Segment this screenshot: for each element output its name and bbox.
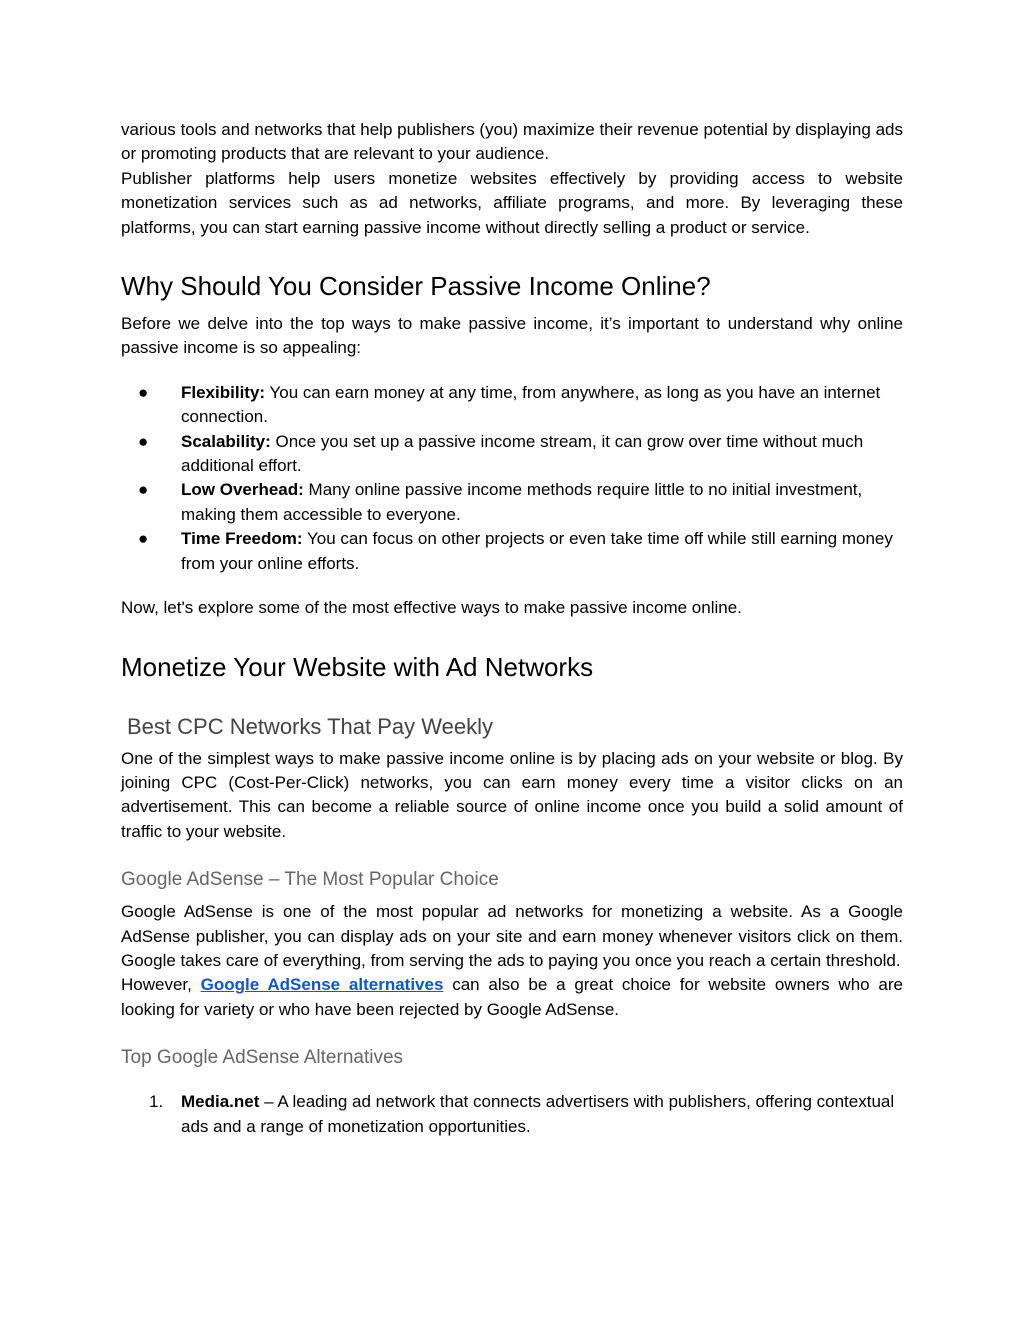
list-item-text: – A leading ad network that connects advertisers with publishers, offering contextual ads and a range of monetization opportunities.	[181, 1092, 895, 1136]
list-item-term: Media.net	[181, 1092, 260, 1112]
bullet-marker: ●	[138, 382, 149, 402]
bullet-marker: ●	[138, 480, 149, 500]
list-item	[121, 527, 903, 576]
heading-monetize-website: Monetize Your Website with Ad Networks	[121, 651, 594, 682]
adsense-alt-prefix: However,	[121, 975, 201, 995]
alternatives-list	[121, 1090, 903, 1139]
benefits-list	[121, 381, 903, 576]
list-item-term: Scalability:	[181, 431, 271, 451]
bullet-marker: ●	[138, 529, 149, 549]
intro-paragraph-1: various tools and networks that help publishers (you) maximize their revenue potential by displaying ads or promoting products that are relevant to your audience.	[121, 120, 903, 164]
list-item	[121, 381, 903, 430]
bullet-marker: ●	[138, 431, 149, 451]
adsense-alt-suffix: can also be a great choice for website owners who are looking for variety or who have been rejected by Google AdSense.	[121, 975, 903, 1019]
list-item-term: Low Overhead:	[181, 480, 304, 500]
why-lead-paragraph: Before we delve into the top ways to make passive income, it’s important to understand why online passive income is so appealing:	[121, 314, 903, 358]
list-item	[121, 430, 903, 479]
cpc-paragraph: One of the simplest ways to make passive income online is by placing ads on your website or blog. By joining CPC (Cost-Per-Click) networks, you can earn money every time a visitor clicks on an advertisement. This can become a reliable source of online income once you build a solid amount of traffic to your website.	[121, 748, 903, 841]
google-adsense-alternatives-link[interactable]: Google AdSense alternatives	[200, 975, 444, 995]
list-item-text: Once you set up a passive income stream, it can grow over time without much additional effort.	[181, 431, 864, 476]
list-item	[121, 1090, 903, 1139]
list-item-text: You can earn money at any time, from anywhere, as long as you have an internet connection.	[181, 382, 881, 427]
adsense-alternatives-paragraph	[121, 973, 903, 1022]
subheading-cpc-networks: Best CPC Networks That Pay Weekly	[127, 713, 493, 739]
list-item-term: Time Freedom:	[181, 529, 303, 549]
list-item-text: Many online passive income methods require little to no initial investment, making them accessible to everyone.	[181, 480, 863, 524]
document-page	[121, 118, 903, 1139]
heading-why-passive-income: Why Should You Consider Passive Income Online?	[121, 271, 711, 302]
heading-top-alternatives: Top Google AdSense Alternatives	[121, 1047, 404, 1069]
why-outro-paragraph: Now, let's explore some of the most effective ways to make passive income online.	[121, 598, 742, 618]
adsense-paragraph: Google AdSense is one of the most popular ad networks for monetizing a website. As a Google AdSense publisher, you can display ads on your site and earn money whenever visitors click on them. Google takes care of everything, from serving the ads to paying you once you reach a certain threshold.	[121, 902, 903, 970]
list-number: 1.	[149, 1092, 164, 1112]
list-item	[121, 478, 903, 527]
intro-paragraph-2: Publisher platforms help users monetize websites effectively by providing access to website monetization services such as ad networks, affiliate programs, and more. By leveraging these platforms, you can start earning passive income without directly selling a product or service.	[121, 168, 903, 237]
list-item-text: You can focus on other projects or even take time off while still earning money from your online efforts.	[181, 529, 893, 573]
heading-google-adsense: Google AdSense – The Most Popular Choice	[121, 869, 499, 891]
list-item-term: Flexibility:	[181, 382, 266, 402]
